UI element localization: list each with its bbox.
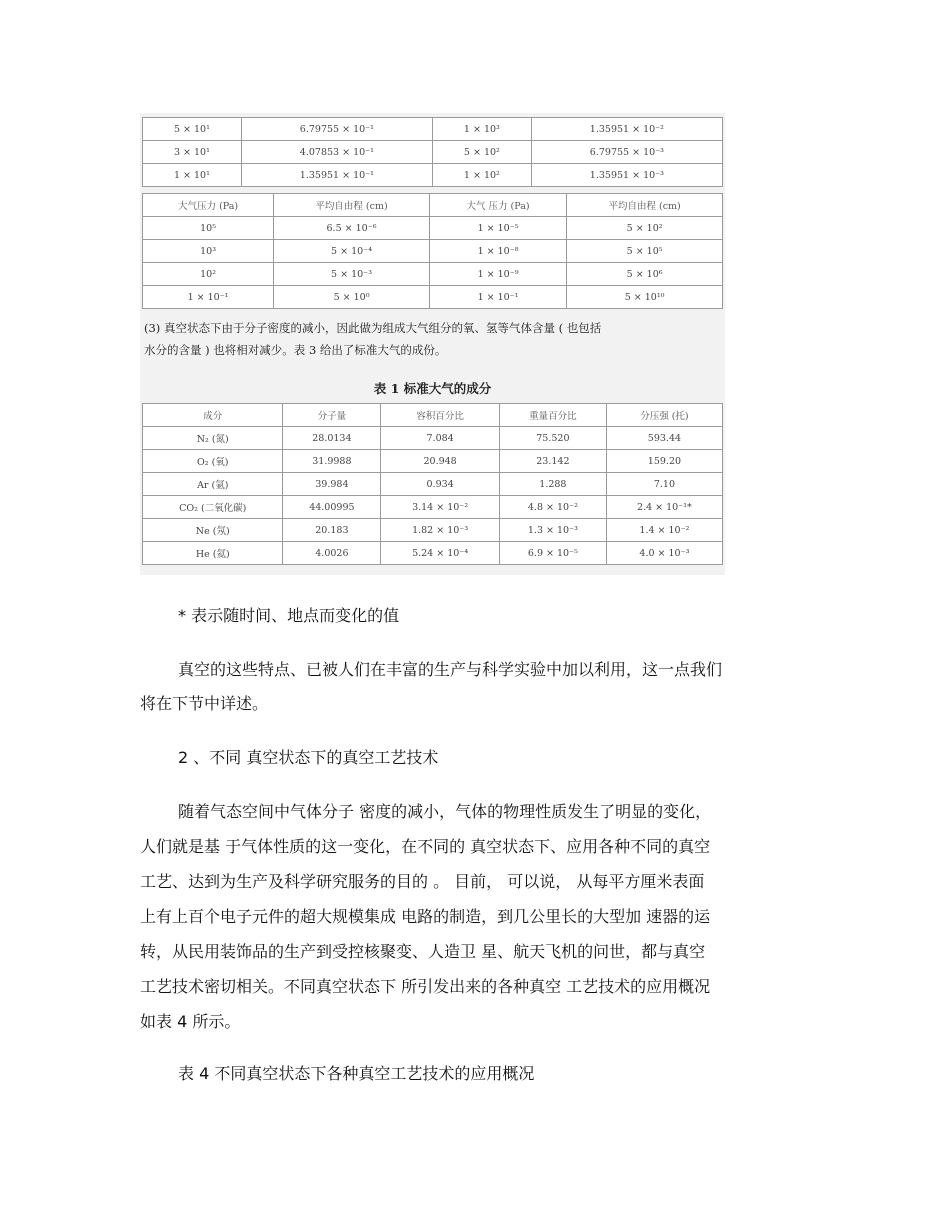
table-header-row bbox=[143, 404, 723, 427]
table-cell: 4.8 × 10⁻² bbox=[499, 496, 606, 519]
table4-title: 表 4 不同真空状态下各种真空工艺技术的应用概况 bbox=[178, 1064, 535, 1083]
table-cell: 6.5 × 10⁻⁶ bbox=[274, 217, 430, 240]
table-row bbox=[143, 496, 723, 519]
table-cell: 5 × 10¹ bbox=[143, 118, 242, 141]
table-cell: 5 × 10⁶ bbox=[567, 263, 723, 286]
table-cell: 75.520 bbox=[499, 427, 606, 450]
table-cell: 1.3 × 10⁻³ bbox=[499, 519, 606, 542]
table-cell: 20.948 bbox=[381, 450, 500, 473]
table-row bbox=[143, 450, 723, 473]
paragraph-line: 转，从民用装饰品的生产到受控核聚变、人造卫 星、航天飞机的问世，都与真空 bbox=[140, 942, 706, 961]
pressure-table-continued bbox=[142, 117, 723, 187]
table-header-cell: 分子量 bbox=[283, 404, 381, 427]
table-cell: 1.82 × 10⁻³ bbox=[381, 519, 500, 542]
table-row bbox=[143, 118, 723, 141]
scan-paragraph bbox=[144, 317, 724, 361]
table-cell: He (氦) bbox=[143, 542, 283, 565]
table-cell: 10⁵ bbox=[143, 217, 274, 240]
table-cell: 1.35951 × 10⁻³ bbox=[531, 164, 722, 187]
table-header-cell: 成分 bbox=[143, 404, 283, 427]
table-cell: 5 × 10² bbox=[432, 141, 531, 164]
table-cell: 1 × 10³ bbox=[432, 118, 531, 141]
table-cell: 28.0134 bbox=[283, 427, 381, 450]
section-heading: 2 、不同 真空状态下的真空工艺技术 bbox=[178, 748, 439, 767]
table-cell: 20.183 bbox=[283, 519, 381, 542]
table-cell: 7.084 bbox=[381, 427, 500, 450]
scan-paragraph-line: (3) 真空状态下由于分子密度的减小，因此做为组成大气组分的氧、氢等气体含量 ( 也包括 bbox=[144, 321, 602, 335]
table-cell: 5 × 10² bbox=[567, 217, 723, 240]
table-header-cell: 分压强 (托) bbox=[606, 404, 722, 427]
table-cell: 5 × 10¹⁰ bbox=[567, 286, 723, 309]
table-cell: 23.142 bbox=[499, 450, 606, 473]
paragraph-line: 上有上百个电子元件的超大规模集成 电路的制造，到几公里长的大型加 速器的运 bbox=[140, 907, 711, 926]
table-row bbox=[143, 263, 723, 286]
table-cell: 593.44 bbox=[606, 427, 722, 450]
paragraph-line: 人们就是基 于气体性质的这一变化，在不同的 真空状态下、应用各种不同的真空 bbox=[140, 837, 711, 856]
table-row bbox=[143, 240, 723, 263]
table-header-cell: 平均自由程 (cm) bbox=[567, 194, 723, 217]
table-cell: 0.934 bbox=[381, 473, 500, 496]
table-cell: 5 × 10⁻³ bbox=[274, 263, 430, 286]
table-header-row bbox=[143, 194, 723, 217]
table-cell: 4.0 × 10⁻³ bbox=[606, 542, 722, 565]
table-cell: 5 × 10⁻⁴ bbox=[274, 240, 430, 263]
table-cell: 159.20 bbox=[606, 450, 722, 473]
table-header-cell: 大气压力 (Pa) bbox=[143, 194, 274, 217]
table-header-cell: 平均自由程 (cm) bbox=[274, 194, 430, 217]
paragraph-line: 将在下节中详述。 bbox=[140, 694, 269, 713]
atmosphere-composition-table bbox=[142, 403, 723, 565]
paragraph-line: 随着气态空间中气体分子 密度的减小，气体的物理性质发生了明显的变化， bbox=[178, 802, 712, 821]
table-cell: 1.288 bbox=[499, 473, 606, 496]
table-cell: 5.24 × 10⁻⁴ bbox=[381, 542, 500, 565]
table-header-cell: 大气 压力 (Pa) bbox=[429, 194, 566, 217]
table-row bbox=[143, 141, 723, 164]
table-cell: 1 × 10⁻⁵ bbox=[429, 217, 566, 240]
mean-free-path-table bbox=[142, 193, 723, 309]
table-row bbox=[143, 473, 723, 496]
table-cell: Ne (氖) bbox=[143, 519, 283, 542]
table-cell: 7.10 bbox=[606, 473, 722, 496]
table-header-cell: 容积百分比 bbox=[381, 404, 500, 427]
scanned-table-image bbox=[140, 113, 725, 575]
table-cell: 1 × 10⁻⁹ bbox=[429, 263, 566, 286]
table-cell: 5 × 10⁵ bbox=[567, 240, 723, 263]
table-cell: 31.9988 bbox=[283, 450, 381, 473]
table-row bbox=[143, 286, 723, 309]
table-caption: 表 1 标准大气的成分 bbox=[373, 381, 492, 396]
table-cell: 39.984 bbox=[283, 473, 381, 496]
paragraph-line: 工艺、达到为生产及科学研究服务的目的 。 目前， 可以说， 从每平方厘米表面 bbox=[140, 872, 705, 891]
table-row bbox=[143, 164, 723, 187]
table-row bbox=[143, 519, 723, 542]
paragraph-line: 真空的这些特点、已被人们在丰富的生产与科学实验中加以利用，这一点我们 bbox=[178, 660, 723, 679]
table-cell: 10³ bbox=[143, 240, 274, 263]
table-cell: 1 × 10⁻¹ bbox=[429, 286, 566, 309]
table-cell: 2.4 × 10⁻¹* bbox=[606, 496, 722, 519]
scan-paragraph-line: 水分的含量 ) 也将相对减少。表 3 给出了标准大气的成份。 bbox=[144, 343, 447, 357]
table-row bbox=[143, 542, 723, 565]
table-cell: 6.79755 × 10⁻³ bbox=[531, 141, 722, 164]
footnote: * 表示随时间、地点而变化的值 bbox=[178, 606, 400, 625]
table-cell: 6.79755 × 10⁻¹ bbox=[241, 118, 432, 141]
table-cell: CO₂ (二氧化碳) bbox=[143, 496, 283, 519]
table-cell: 6.9 × 10⁻⁵ bbox=[499, 542, 606, 565]
table-cell: 10² bbox=[143, 263, 274, 286]
table-cell: O₂ (氧) bbox=[143, 450, 283, 473]
table-cell: 1 × 10⁻¹ bbox=[143, 286, 274, 309]
table-cell: 3.14 × 10⁻² bbox=[381, 496, 500, 519]
table-row bbox=[143, 217, 723, 240]
table-cell: 4.0026 bbox=[283, 542, 381, 565]
table-cell: 1 × 10⁻⁸ bbox=[429, 240, 566, 263]
paragraph-line: 工艺技术密切相关。不同真空状态下 所引发出来的各种真空 工艺技术的应用概况 bbox=[140, 977, 711, 996]
table-cell: 1 × 10² bbox=[432, 164, 531, 187]
table-cell: 44.00995 bbox=[283, 496, 381, 519]
table-cell: Ar (氩) bbox=[143, 473, 283, 496]
table-cell: 1.35951 × 10⁻¹ bbox=[241, 164, 432, 187]
table-cell: 1.35951 × 10⁻² bbox=[531, 118, 722, 141]
table-row bbox=[143, 427, 723, 450]
table-header-cell: 重量百分比 bbox=[499, 404, 606, 427]
table-cell: 3 × 10¹ bbox=[143, 141, 242, 164]
table-cell: 1.4 × 10⁻² bbox=[606, 519, 722, 542]
table-cell: 4.07853 × 10⁻¹ bbox=[241, 141, 432, 164]
table-cell: 5 × 10⁰ bbox=[274, 286, 430, 309]
paragraph-line: 如表 4 所示。 bbox=[140, 1012, 241, 1031]
table-cell: 1 × 10¹ bbox=[143, 164, 242, 187]
table-cell: N₂ (氮) bbox=[143, 427, 283, 450]
